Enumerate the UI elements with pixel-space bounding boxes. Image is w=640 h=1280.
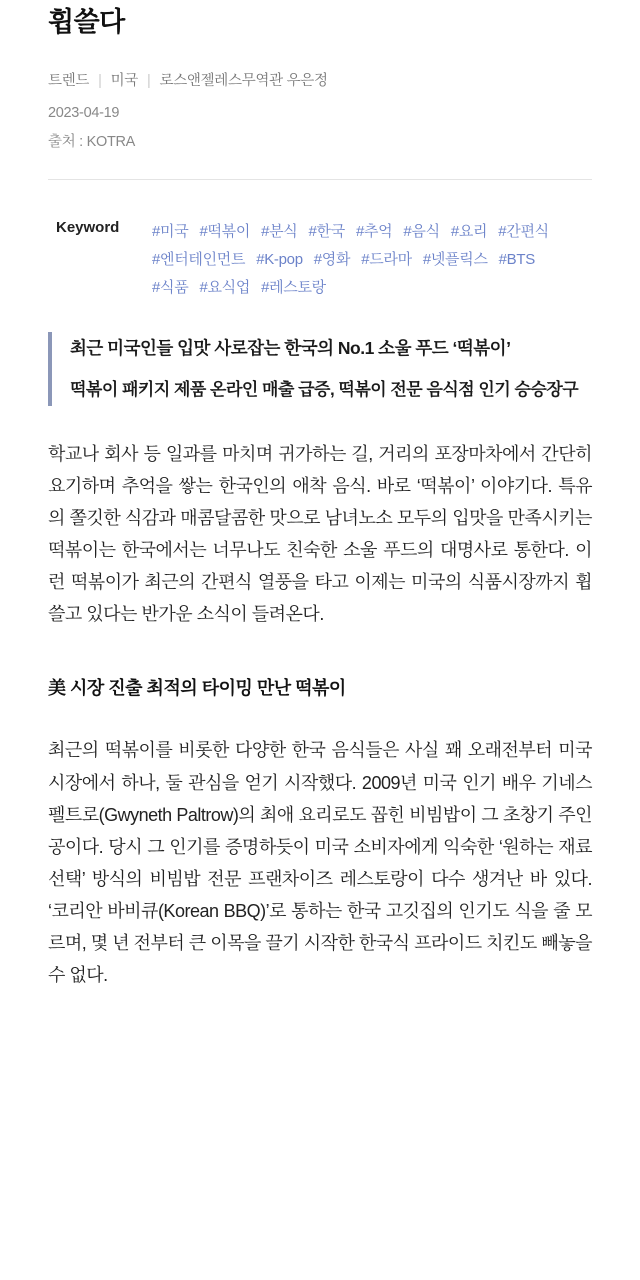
keyword-tag[interactable]: #간편식 [498, 222, 549, 240]
keyword-label: Keyword [56, 218, 120, 236]
keyword-tag[interactable]: #K-pop [256, 250, 303, 268]
section-heading: 美 시장 진출 최적의 타이밍 만난 떡볶이 [48, 677, 346, 698]
meta-date: 2023-04-19 [48, 104, 120, 121]
keyword-tag[interactable]: #분식 [261, 222, 298, 240]
keyword-tag[interactable]: #추억 [355, 222, 393, 240]
keyword-tag[interactable]: #요리 [450, 222, 488, 240]
keyword-tag[interactable]: #떡볶이 [199, 222, 251, 240]
page-title: 휩쓸다 [48, 7, 125, 37]
keyword-tag-list [152, 218, 592, 302]
keyword-tag[interactable]: #엔터테인먼트 [152, 250, 246, 268]
body-paragraph: 최근의 떡볶이를 비롯한 다양한 한국 음식들은 사실 꽤 오래전부터 미국 시장에서 하나, 둘 관심을 얻기 시작했다. 2009년 미국 인기 배우 기네스 펠트로(Gwyneth Paltrow)의 최애 요리로도 꼽힌 비빔밥이 그 초창기 주인공이다. 당시 그 인기를 증명하듯이 미국 소비자에게 익숙한 ‘원하는 재료 선택’ 방식의 비빔밥 전문 프랜차이즈 레스토랑이 다수 생겨난 바 있다. ‘코리안 바비큐(Korean BBQ)’로 통하는 한국 고깃집의 인기도 식을 줄 모르며, 몇 년 전부터 큰 이목을 끌기 시작한 한국식 프라이드 치킨도 빼놓을 수 없다. [48, 740, 592, 985]
meta-category: 트렌드 [48, 73, 90, 90]
keyword-tag[interactable]: #넷플릭스 [422, 250, 488, 268]
meta-author: 로스앤젤레스무역관 우은정 [159, 73, 328, 90]
keyword-tag[interactable]: #요식업 [199, 278, 251, 296]
keyword-tag[interactable]: #드라마 [361, 250, 412, 268]
keyword-tag[interactable]: #레스토랑 [261, 278, 326, 296]
keyword-tag[interactable]: #BTS [498, 250, 535, 268]
keyword-tag[interactable]: #영화 [313, 250, 351, 268]
article-meta [48, 70, 592, 93]
meta-source: 출처 : KOTRA [48, 133, 136, 150]
keyword-tag[interactable]: #미국 [152, 222, 189, 240]
meta-separator-1: | [98, 73, 102, 90]
lead-subheading: 떡볶이 패키지 제품 온라인 매출 급증, 떡볶이 전문 음식점 인기 승승장구 [70, 379, 579, 399]
body-paragraph: 학교나 회사 등 일과를 마치며 귀가하는 길, 거리의 포장마차에서 간단히 요기하며 추억을 쌓는 한국인의 애착 음식. 바로 ‘떡볶이’ 이야기다. 특유의 쫄깃한 식감과 매콤달콤한 맛으로 남녀노소 모두의 입맛을 만족시키는 떡볶이는 한국에서는 너무나도 친숙한 소울 푸드의 대명사로 통한다. 이런 떡볶이가 최근의 간편식 열풍을 타고 이제는 미국의 식품시장까지 휩쓸고 있다는 반가운 소식이 들려온다. [48, 443, 592, 624]
header-divider [48, 179, 592, 180]
keyword-tag[interactable]: #식품 [152, 278, 189, 296]
lead-heading: 최근 미국인들 입맛 사로잡는 한국의 No.1 소울 푸드 ‘떡볶이’ [70, 337, 511, 358]
keyword-tag[interactable]: #한국 [308, 222, 345, 240]
keyword-tag[interactable]: #음식 [403, 222, 440, 240]
keyword-section [48, 218, 592, 302]
lead-summary [48, 332, 592, 406]
meta-country: 미국 [110, 73, 139, 90]
bottom-spacer [48, 991, 592, 1031]
meta-separator-2: | [147, 73, 151, 90]
